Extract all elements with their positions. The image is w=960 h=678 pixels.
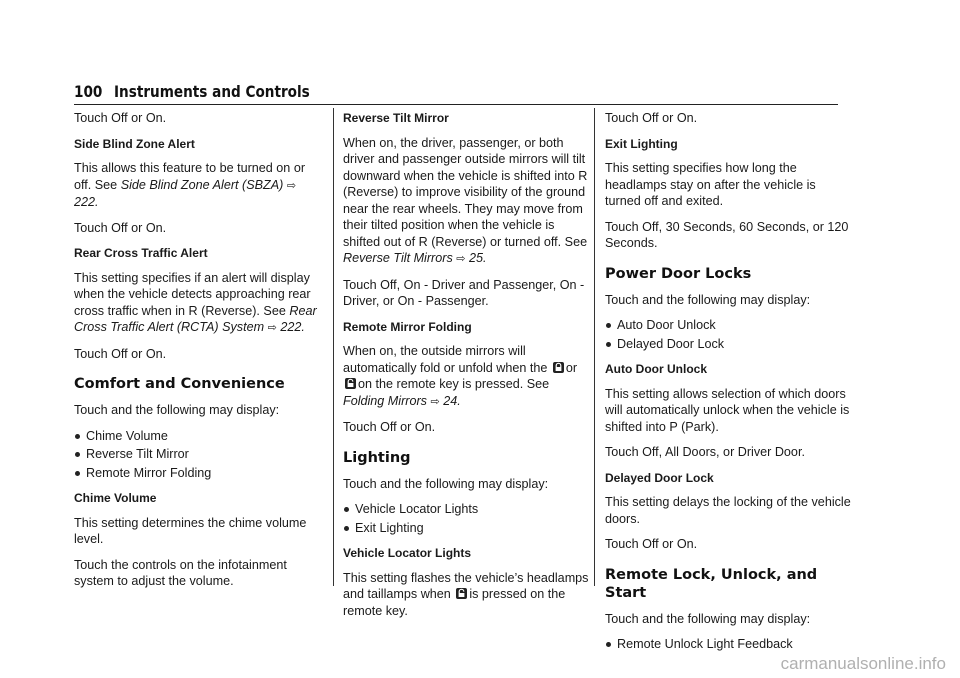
cross-reference-link[interactable]: Folding Mirrors (343, 393, 427, 408)
body-text: Touch Off or On. (74, 220, 167, 235)
body-text: Touch Off or On. (74, 346, 167, 361)
page-reference[interactable]: 24 (443, 393, 458, 408)
cross-reference-link[interactable]: Reverse Tilt Mirrors (343, 251, 453, 265)
page-reference[interactable]: 222 (74, 195, 96, 209)
body-text: When on, the outside mirrors will automatically fold or unfold when the or on the remote key is pressed. See Folding Mirrors ⇨ 24. (343, 344, 578, 408)
page-ref-arrow-icon: ⇨ (267, 322, 277, 334)
body-text: Touch Off or On. (74, 111, 167, 125)
cross-reference-link[interactable]: Rear Cross Traffic Alert (RCTA) System (74, 303, 317, 334)
list-item: Remote Mirror Folding (74, 465, 322, 482)
unlock-key-icon (345, 378, 356, 389)
body-text: This setting determines the chime volume level. (74, 515, 307, 546)
power-door-locks-list (605, 317, 853, 352)
section-title: Instruments and Controls (114, 82, 310, 101)
list-item: Exit Lighting (343, 520, 591, 537)
page-ref-arrow-icon: ⇨ (286, 179, 297, 192)
body-text: Touch and the following may display: (343, 476, 549, 491)
list-item: Auto Door Unlock (605, 317, 853, 334)
body-text: This setting delays the locking of the vehicle doors. (605, 495, 851, 526)
body-text: Touch the controls on the infotainment system to adjust the volume. (74, 557, 287, 588)
subheading-delayed-door-lock: Delayed Door Lock (605, 470, 714, 485)
list-item: Remote Unlock Light Feedback (605, 636, 853, 653)
heading-power-door-locks: Power Door Locks (605, 265, 752, 282)
comfort-list (74, 428, 322, 482)
body-text: Touch Off, 30 Seconds, 60 Seconds, or 120 Seconds. (605, 219, 849, 250)
list-item: Delayed Door Lock (605, 336, 853, 353)
body-text: This setting allows selection of which doors will automatically unlock when the vehicle is shifted into P (Park). (605, 386, 850, 434)
subheading-side-blind-zone-alert: Side Blind Zone Alert (74, 136, 195, 151)
body-text: Touch Off or On. (605, 537, 698, 551)
subheading-remote-mirror-folding: Remote Mirror Folding (343, 319, 472, 334)
page-number: 100 (74, 82, 103, 101)
cross-reference-link[interactable]: Side Blind Zone Alert (SBZA) (120, 177, 284, 192)
subheading-vehicle-locator-lights: Vehicle Locator Lights (343, 546, 472, 560)
body-text: Touch and the following may display: (605, 292, 811, 307)
page-reference[interactable]: 222 (280, 320, 302, 334)
body-text: This setting specifies if an alert will display when the vehicle detects approaching rear cross traffic when in R (Reverse). See Rear Cross Traffic Alert (RCTA) System ⇨ 222. (74, 270, 317, 334)
column-divider (333, 108, 334, 586)
body-text: Touch and the following may display: (605, 611, 811, 626)
page-reference[interactable]: 25 (468, 251, 483, 265)
body-text: This setting specifies how long the headlamps stay on after the vehicle is turned off and exited. (605, 161, 816, 208)
column-divider (594, 108, 595, 586)
heading-remote-lock-unlock-start: Remote Lock, Unlock, and Start (605, 566, 818, 601)
lock-key-icon (553, 362, 564, 373)
body-text: This allows this feature to be turned on or off. See Side Blind Zone Alert (SBZA) ⇨ 222. (74, 161, 306, 209)
heading-comfort-and-convenience: Comfort and Convenience (74, 376, 285, 392)
body-text: When on, the driver, passenger, or both driver and passenger outside mirrors will tilt downward when the vehicle is shifted into R (Reverse) to improve visibility of the ground near the rear wheels. They may move from their tilted position when the vehicle is shifted out of R (Reverse) or turned off. See Reverse Tilt Mirrors ⇨ 25. (343, 135, 588, 265)
body-text: Touch Off or On. (343, 420, 436, 434)
list-item: Reverse Tilt Mirror (74, 446, 322, 463)
body-text: Touch Off or On. (605, 111, 698, 125)
column-3 (605, 110, 853, 662)
page-header (74, 82, 838, 105)
body-text: This setting flashes the vehicle’s headlamps and taillamps when is pressed on the remote key. (343, 570, 589, 618)
subheading-chime-volume: Chime Volume (74, 491, 157, 505)
subheading-exit-lighting: Exit Lighting (605, 136, 678, 151)
body-text: Touch and the following may display: (74, 403, 280, 417)
body-text: Touch Off, On - Driver and Passenger, On - Driver, or On - Passenger. (343, 277, 585, 308)
unlock-key-icon (456, 588, 467, 599)
subheading-auto-door-unlock: Auto Door Unlock (605, 362, 707, 376)
body-text: Touch Off, All Doors, or Driver Door. (605, 445, 805, 459)
column-1 (74, 110, 322, 599)
subheading-reverse-tilt-mirror: Reverse Tilt Mirror (343, 111, 449, 125)
list-item: Chime Volume (74, 428, 322, 445)
watermark: carmanualsonline.info (780, 654, 946, 673)
list-item: Vehicle Locator Lights (343, 501, 591, 518)
column-2 (343, 110, 591, 628)
lighting-list (343, 501, 591, 536)
page-ref-arrow-icon: ⇨ (430, 395, 440, 408)
page-ref-arrow-icon: ⇨ (456, 253, 466, 265)
subheading-rear-cross-traffic-alert: Rear Cross Traffic Alert (74, 246, 208, 260)
remote-lock-list (605, 636, 853, 653)
heading-lighting: Lighting (343, 449, 411, 466)
